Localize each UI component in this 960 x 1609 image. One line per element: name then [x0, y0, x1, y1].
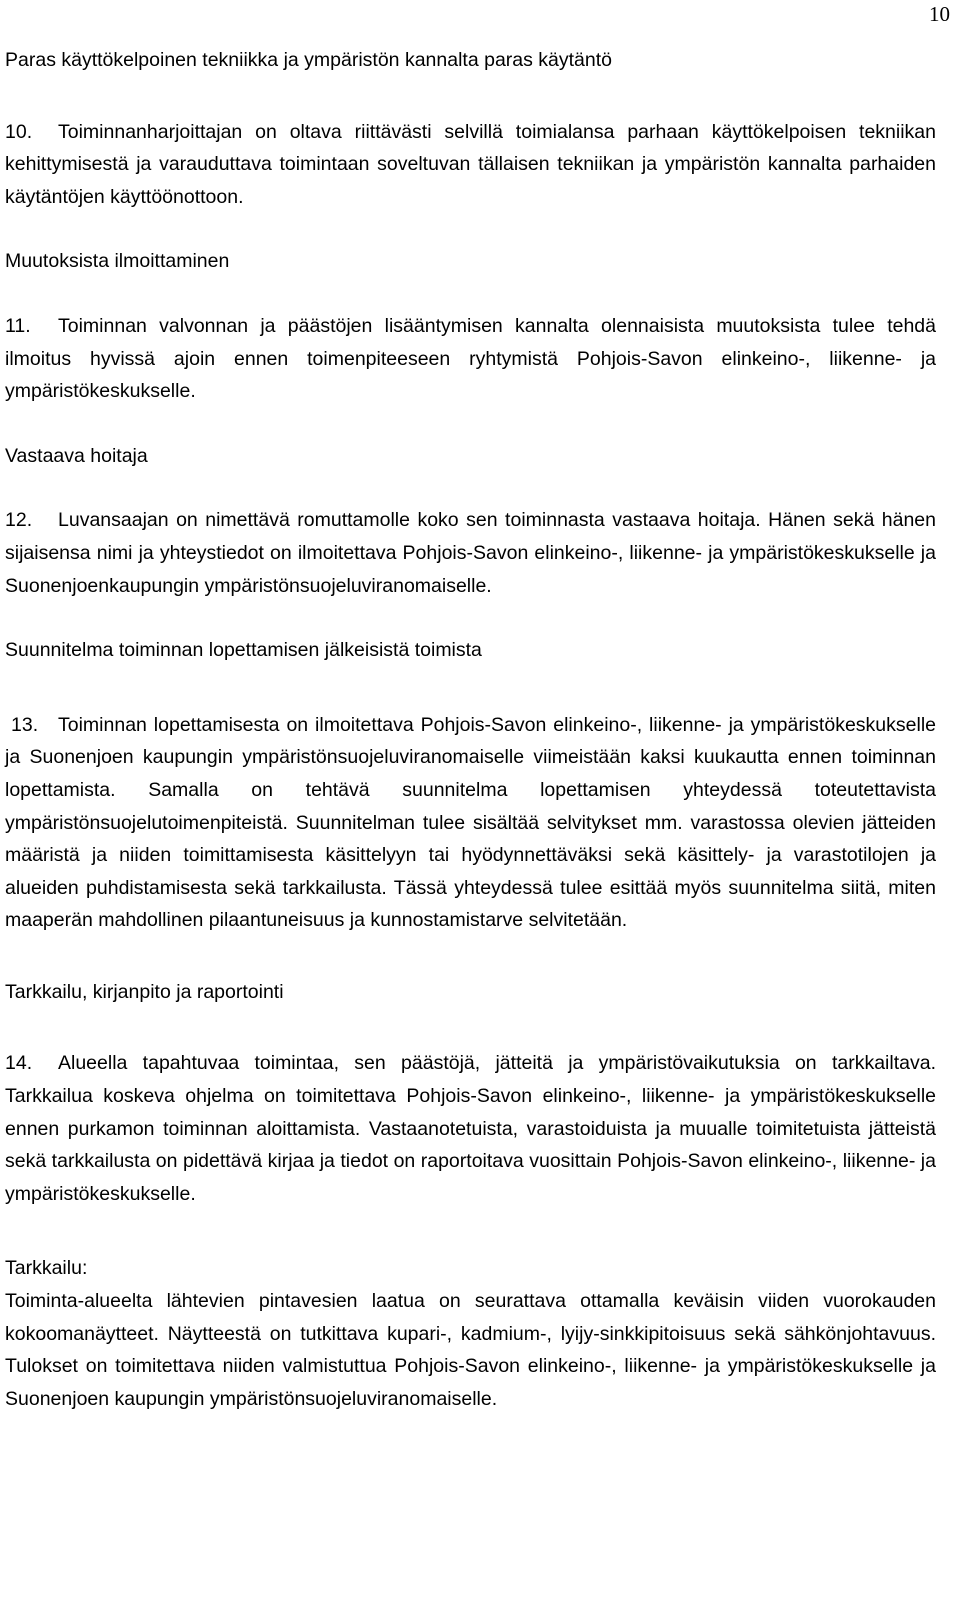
paragraph-12 — [5, 504, 936, 602]
section-heading-responsible-manager: Vastaava hoitaja — [5, 444, 148, 467]
paragraph-text: Toiminnan lopettamisesta on ilmoitettava Pohjois-Savon elinkeino-, liikenne- ja ympäristökeskukselle ja Suonenjoen kaupungin ympäristönsuojeluviranomaiselle viimeistään kaksi kuukautta ennen toiminnan lopettamista. Samalla on tehtävä suunnitelma lopettamisen yhteydessä toteutettavista ympäristönsuojelutoimenpiteistä. Suunnitelman tulee sisältää selvitykset mm. varastossa olevien jätteiden määristä ja niiden toimittamisesta käsittelyyn tai hyödynnettäväksi sekä käsittely- ja varastotilojen ja alueiden puhdistamisesta sekä tarkkailusta. Tässä yhteydessä tulee esittää myös suunnitelma siitä, miten maaperän mahdollinen pilaantuneisuus ja kunnostamistarve selvitetään. — [5, 713, 936, 932]
paragraph-number: 11. — [5, 314, 31, 337]
paragraph-monitoring: Toiminta-alueelta lähtevien pintavesien laatua on seurattava ottamalla keväisin viiden vuorokauden kokoomanäytteet. Näytteestä on tutkittava kupari-, kadmium-, lyijy-sinkkipitoisuus sekä sähkönjohtavuus. Tulokset on toimitettava niiden valmistuttua Pohjois-Savon elinkeino-, liikenne- ja ympäristökeskukselle ja Suonenjoen kaupungin ympäristönsuojeluviranomaiselle. — [5, 1290, 936, 1410]
section-heading-monitoring-reporting: Tarkkailu, kirjanpito ja raportointi — [5, 980, 284, 1003]
paragraph-text: Toiminnanharjoittajan on oltava riittävästi selvillä toimialansa parhaan käyttökelpoisen tekniikan kehittymisestä ja varauduttava toimintaan soveltuvan tällaisen tekniikan ja ympäristön kannalta parhaiden käytäntöjen käyttöönottoon. — [5, 120, 936, 208]
paragraph-number: 12. — [5, 509, 33, 532]
paragraph-text: Alueella tapahtuvaa toimintaa, sen päästöjä, jätteitä ja ympäristövaikutuksia on tarkkailtava. Tarkkailua koskeva ohjelma on toimitettava Pohjois-Savon elinkeino-, liikenne- ja ympäristökeskukselle ennen purkamon toiminnan aloittamista. Vastaanotetuista, varastoiduista ja muualle toimitetuista jätteistä sekä tarkkailusta on pidettävä kirjaa ja tiedot on raportoitava vuosittain Pohjois-Savon elinkeino-, liikenne- ja ympäristökeskukselle. — [5, 1052, 936, 1205]
subheading-monitoring: Tarkkailu: — [5, 1257, 88, 1280]
paragraph-text: Toiminnan valvonnan ja päästöjen lisääntymisen kannalta olennaisista muutoksista tulee tehdä ilmoitus hyvissä ajoin ennen toimenpiteeseen ryhtymistä Pohjois-Savon elinkeino-, liikenne- ja ympäristökeskukselle. — [5, 314, 936, 403]
paragraph-number: 13. — [11, 713, 39, 736]
paragraph-14 — [5, 1047, 936, 1210]
page-number: 10 — [929, 2, 950, 26]
paragraph-10 — [5, 116, 936, 214]
paragraph-text: Luvansaajan on nimettävä romuttamolle koko sen toiminnasta vastaava hoitaja. Hänen sekä hänen sijaisensa nimi ja yhteystiedot on ilmoitettava Pohjois-Savon elinkeino-, liikenne- ja ympäristökeskukselle ja Suonenjoenkaupungin ympäristönsuojeluviranomaiselle. — [5, 509, 936, 597]
section-heading-change-notification: Muutoksista ilmoittaminen — [5, 250, 230, 273]
paragraph-number: 14. — [5, 1052, 33, 1075]
document-body — [5, 44, 936, 1415]
section-heading-closure-plan: Suunnitelma toiminnan lopettamisen jälkeisistä toimista — [5, 639, 482, 662]
paragraph-13 — [5, 709, 936, 937]
paragraph-number: 10. — [5, 120, 33, 143]
section-heading-best-practice: Paras käyttökelpoinen tekniikka ja ympäristön kannalta paras käytäntö — [5, 49, 613, 71]
paragraph-11 — [5, 310, 936, 408]
